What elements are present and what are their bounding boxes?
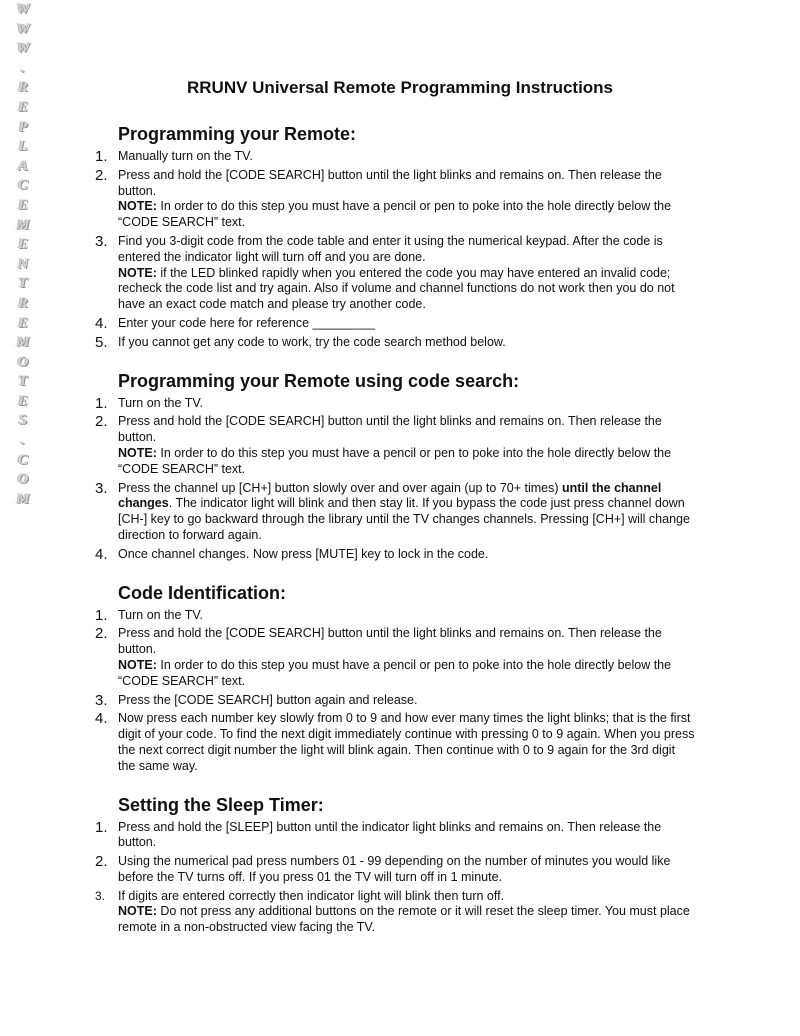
item-note [118, 658, 695, 690]
item-number: 5. [95, 333, 108, 351]
watermark-letter: O [17, 353, 29, 370]
list-item [95, 414, 695, 477]
list-item [95, 481, 695, 544]
watermark-letter: E [17, 98, 28, 115]
item-text: Press the [CODE SEARCH] button again and release. [118, 692, 418, 707]
item-text: Press and hold the [CODE SEARCH] button until the light blinks and remains on. Then release the button. [118, 167, 662, 198]
item-number: 3. [95, 888, 106, 903]
list-item [95, 889, 695, 936]
item-number: 4. [95, 314, 108, 332]
item-text: If digits are entered correctly then indicator light will blink then turn off. [118, 888, 505, 903]
item-number: 3. [95, 232, 108, 250]
note-text: if the LED blinked rapidly when you entered the code you may have entered an invalid code; recheck the code list and try again. Also if volume and channel functions do not work then you do not have an exact code match and please try another code. [118, 265, 675, 312]
item-text: Enter your code here for reference _________ [118, 315, 376, 330]
item-number: 2. [95, 166, 108, 184]
item-number: 2. [95, 413, 108, 431]
watermark-letter: E [17, 196, 28, 213]
item-text: Press and hold the [CODE SEARCH] button until the light blinks and remains on. Then release the button. [118, 626, 662, 657]
list-item [95, 626, 695, 689]
watermark-letter: W [16, 40, 30, 57]
page-title: RRUNV Universal Remote Programming Instructions [186, 78, 614, 97]
note-text: In order to do this step you must have a pencil or pen to poke into the hole directly below the “CODE SEARCH” text. [118, 657, 672, 688]
item-text-part: . The indicator light will blink and then stay lit. If you bypass the code just press channel down [CH-] key to go backward through the library until the TV changes channels. Pressing [CH+] will change direction to forward again. [118, 496, 690, 542]
watermark-letter: O [17, 471, 29, 488]
section-heading: Programming your Remote: [118, 124, 357, 144]
watermark-letter: . [21, 432, 25, 449]
item-text: Turn on the TV. [118, 607, 204, 622]
section-code-identification [95, 581, 695, 775]
watermark-letter: P [18, 118, 28, 135]
item-text: Find you 3-digit code from the code table and enter it using the numerical keypad. After the code is entered the indicator light will turn off and you are done. [118, 233, 663, 264]
watermark-letter: T [18, 373, 28, 390]
list-item [95, 711, 695, 774]
watermark-letter: C [17, 451, 28, 468]
section-programming [95, 122, 695, 351]
watermark-letter: M [16, 216, 30, 233]
item-number: 3. [95, 691, 108, 709]
list-item [95, 168, 695, 231]
note-label: NOTE: [118, 904, 157, 919]
watermark-letter: R [17, 294, 28, 311]
item-text: Now press each number key slowly from 0 to 9 and how ever many times the light blinks; that is the first digit of your code. To find the next digit immediately continue with pressing 0 to 9 again. When you press the next correct digit number the light will blink again. Then continue with 0 to 9 again for the 3rd digit the same way. [118, 711, 695, 773]
item-note [118, 904, 695, 936]
watermark-letter: A [17, 157, 28, 174]
section-sleep-timer [95, 793, 695, 937]
watermark-letter: L [18, 138, 28, 155]
item-note [118, 266, 695, 313]
note-text: In order to do this step you must have a pencil or pen to poke into the hole directly below the “CODE SEARCH” text. [118, 199, 672, 230]
item-text: Turn on the TV. [118, 395, 204, 410]
note-text: In order to do this step you must have a pencil or pen to poke into the hole directly below the “CODE SEARCH” text. [118, 445, 672, 476]
item-text: Press and hold the [SLEEP] button until the indicator light blinks and remains on. Then release the button. [118, 819, 662, 850]
item-number: 4. [95, 545, 108, 563]
watermark-letter: M [16, 490, 30, 507]
section-heading: Programming your Remote using code search: [118, 370, 520, 391]
item-number: 1. [95, 148, 108, 165]
section-code-search [95, 369, 695, 563]
note-label: NOTE: [118, 199, 157, 214]
note-label: NOTE: [118, 657, 157, 672]
list-item [95, 693, 695, 709]
list-item [95, 854, 695, 886]
watermark-letter: S [18, 412, 28, 429]
item-text: Using the numerical pad press numbers 01 - 99 depending on the number of minutes you would like before the TV turns off. If you press 01 the TV will turn off in 1 minute. [118, 854, 671, 884]
watermark-letter: E [17, 236, 28, 253]
watermark-letter: . [21, 59, 25, 76]
item-number: 2. [95, 853, 108, 871]
watermark-letter: T [18, 275, 28, 292]
item-note [118, 199, 695, 231]
watermark-letter: M [16, 334, 30, 351]
item-number: 2. [95, 625, 108, 643]
item-text: Press and hold the [CODE SEARCH] button until the light blinks and remains on. Then release the button. [118, 414, 662, 445]
watermark-letter: C [17, 177, 28, 194]
item-text: If you cannot get any code to work, try the code search method below. [118, 334, 506, 349]
watermark-letter: E [17, 392, 28, 409]
list-item [95, 547, 695, 563]
list-item [95, 234, 695, 313]
list-item [95, 316, 695, 332]
list-item [95, 396, 695, 412]
list-item [95, 608, 695, 624]
watermark-letter: W [16, 1, 30, 17]
list-item [95, 820, 695, 852]
item-number: 1. [95, 394, 108, 412]
item-text: Once channel changes. Now press [MUTE] key to lock in the code. [118, 546, 489, 561]
item-number: 1. [95, 818, 108, 836]
item-number: 4. [95, 710, 108, 728]
watermark-letter: E [17, 314, 28, 331]
note-label: NOTE: [118, 445, 157, 460]
section-heading: Code Identification: [118, 582, 286, 603]
item-text-emphasis: until the channel changes [118, 480, 662, 511]
watermark-letter: N [17, 255, 29, 272]
item-number: 1. [95, 606, 108, 624]
list-item [95, 149, 695, 165]
item-text-part: Press the channel up [CH+] button slowly over and over again (up to 70+ times) [118, 480, 562, 495]
note-text: Do not press any additional buttons on the remote or it will reset the sleep timer. You must place remote in a non-obstructed view facing the TV. [118, 904, 690, 935]
watermark-letter: W [16, 20, 30, 37]
watermark-letter: R [17, 79, 28, 96]
instructions-content [95, 118, 695, 939]
section-heading: Setting the Sleep Timer: [118, 794, 324, 815]
item-note [118, 446, 695, 478]
note-label: NOTE: [118, 265, 157, 280]
list-item [95, 335, 695, 351]
item-number: 3. [95, 479, 108, 497]
item-text [118, 481, 695, 544]
item-text: Manually turn on the TV. [118, 149, 253, 163]
